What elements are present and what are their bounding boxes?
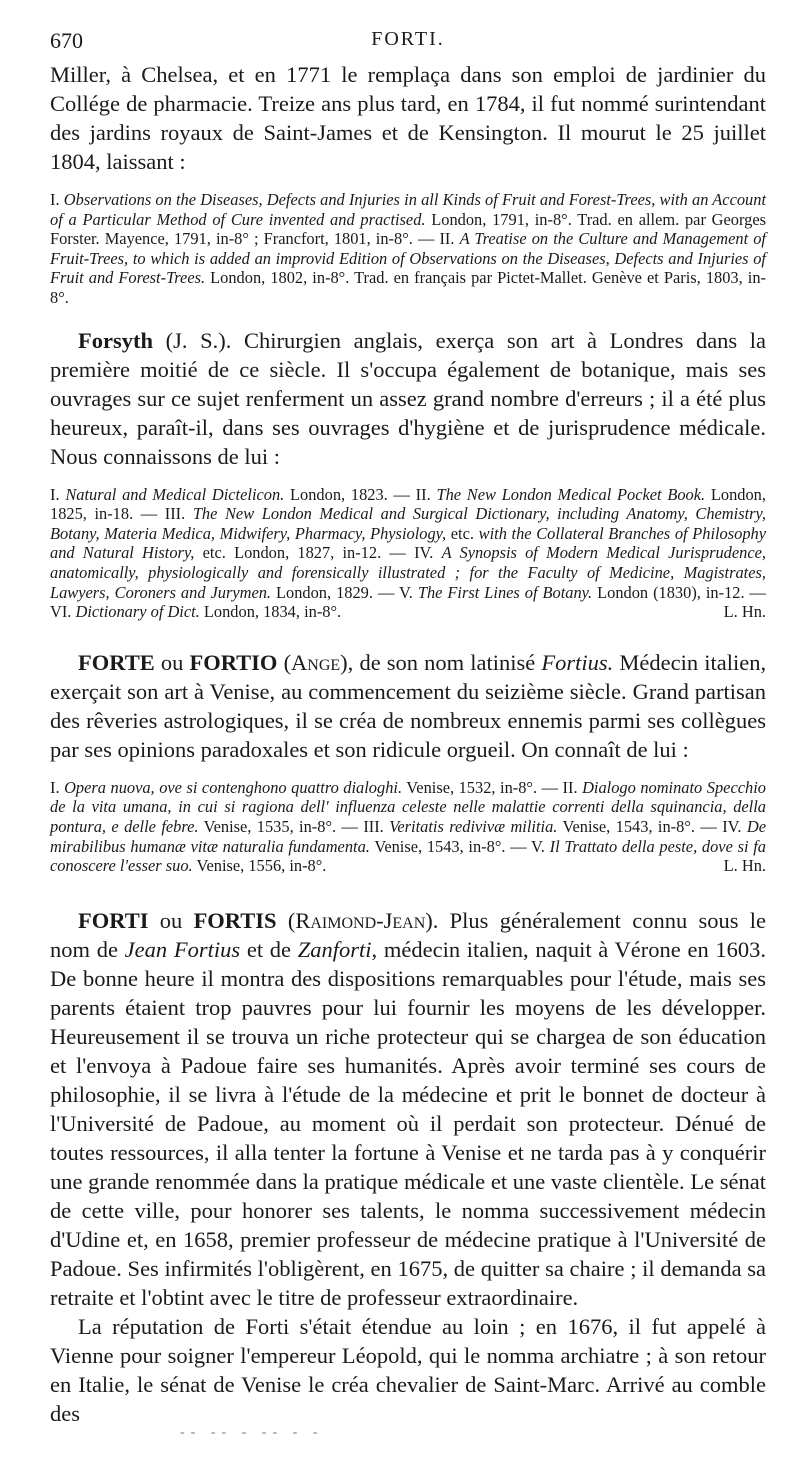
forti-entry: FORTI ou FORTIS (Raimond-Jean). Plus généralement connu sous le nom de Jean Fortius et de Zanforti, médecin italien, naquit à Vérone en 1603. De bonne heure il montra des dispositions remarquables pour l'étude, mais ses parents étaient trop pauvres pour lui fournir les moyens de les développer. Heureusement il se trouva un riche protecteur qui se chargea de son éducation et l'envoya à Padoue faire ses humanités. Après avoir terminé ses cours de philosophie, il se livra à l'étude de la médecine et prit le bonnet de docteur à l'Université de Padoue, au moment où il perdait son protecteur. Dénué de toutes ressources, il alla tenter la fortune à Venise et ne tarda pas à y conquérir une grande renommée dans la pratique médicale et une vaste clientèle. Le sénat de cette ville, pour honorer ses talents, le nomma successivement médecin d'Udine et, en 1658, premier professeur de médecine pratique à l'Université de Padoue. Ses infirmités l'obligèrent, en 1675, de quitter sa chaire ; il demanda sa retraite et l'obtint avec le titre de professeur extraordinaire. (50, 907, 767, 1310)
miller-paragraph: Miller, à Chelsea, et en 1771 le remplaça dans son emploi de jardinier du Collége de pharmacie. Treize ans plus tard, en 1784, il fut nommé surintendant des jardins royaux de Saint-James et de Kensington. Il mourut le 25 juillet 1804, laissant : (50, 62, 766, 174)
forte-name: FORTE (78, 649, 155, 675)
footer-marks: -- -- - -- - - (180, 1425, 324, 1440)
forsyth-works: I. Natural and Medical Dictelicon. London, 1823. — II. The New London Medical Pocket Book. London, 1825, in-18. — III. The New London Medical and Surgical Dictionary, including Anatomy, Chemistry, Botany, Materia Medica, Midwifery, Pharmacy, Physiology, etc. with the Collateral Branches of Philosophy and Natural History, etc. London, 1827, in-12. — IV. A Synopsis of Modern Medical Jurisprudence, anatomically, physiologically and forensically illustrated ; for the Faculty of Medicine, Magistrates, Lawyers, Coroners and Jurymen. London, 1829. — V. The First Lines of Botany. London (1830), in-12. — VI. Dictionary of Dict. London, 1834, in-8°. L. Hn. (50, 484, 766, 622)
forsyth-entry: Forsyth (J. S.). Chirurgien anglais, exerça son art à Londres dans la première moitié de ce siècle. Il s'occupa également de botanique, mais ses ouvrages sur ce sujet renferment un assez grand nombre d'erreurs ; il a été plus heureux, paraît-il, dans ses ouvrages d'hygiène et de jurisprudence médicale. Nous connaissons de lui : (50, 327, 767, 469)
forte-works: I. Opera nuova, ove si contenghono quattro dialoghi. Venise, 1532, in-8°. — II. Dialogo nominato Specchio de la vita umana, in cui si ragiona dell' influenza celeste nelle malattie correnti della squinancia, della pontura, e delle febre. Venise, 1535, in-8°. — III. Veritatis redivivæ militia. Venise, 1543, in-8°. — IV. De mirabilibus humanæ vitæ naturalia fundamenta. Venise, 1543, in-8°. — V. Il Trattato della peste, dove si fa conoscere l'esser suo. Venise, 1556, in-8°. L. Hn. (50, 777, 766, 876)
forsyth-signature: L. Hn. (723, 602, 766, 622)
miller-works: I. Observations on the Diseases, Defects and Injuries in all Kinds of Fruit and Forest-Trees, with an Account of a Particular Method of Cure invented and practised. London, 1791, in-8°. Trad. en allem. par Georges Forster. Mayence, 1791, in-8° ; Francfort, 1801, in-8°. — II. A Treatise on the Culture and Management of Fruit-Trees, to which is added an improvid Edition of Observations on the Diseases, Defects and Injuries of Fruit and Forest-Trees. London, 1802, in-8°. Trad. en français par Pictet-Mallet. Genève et Paris, 1803, in-8°. (50, 190, 766, 307)
running-head: FORTI. (371, 28, 445, 50)
page-header (50, 20, 766, 60)
page-number: 670 (50, 28, 83, 53)
forti-paragraph-2: La réputation de Forti s'était étendue au loin ; en 1676, il fut appelé à Vienne pour soigner l'empereur Léopold, qui le nomma archiatre ; à son retour en Italie, le sénat de Venise le créa chevalier de Saint-Marc. Arrivé au comble des (50, 1313, 766, 1426)
forte-signature: L. Hn. (723, 856, 766, 876)
forsyth-name: Forsyth (78, 327, 153, 353)
forte-entry: FORTE ou FORTIO (Ange), de son nom latinisé Fortius. Médecin italien, exerçait son art à Venise, au commencement du seizième siècle. Grand partisan des rêveries astrologiques, il se créa de nombreux ennemis parmi ses collègues par ses opinions paradoxales et son ridicule orgueil. On connaît de lui : (50, 649, 767, 762)
page (50, 20, 766, 1428)
forti-name: FORTI (78, 907, 149, 933)
